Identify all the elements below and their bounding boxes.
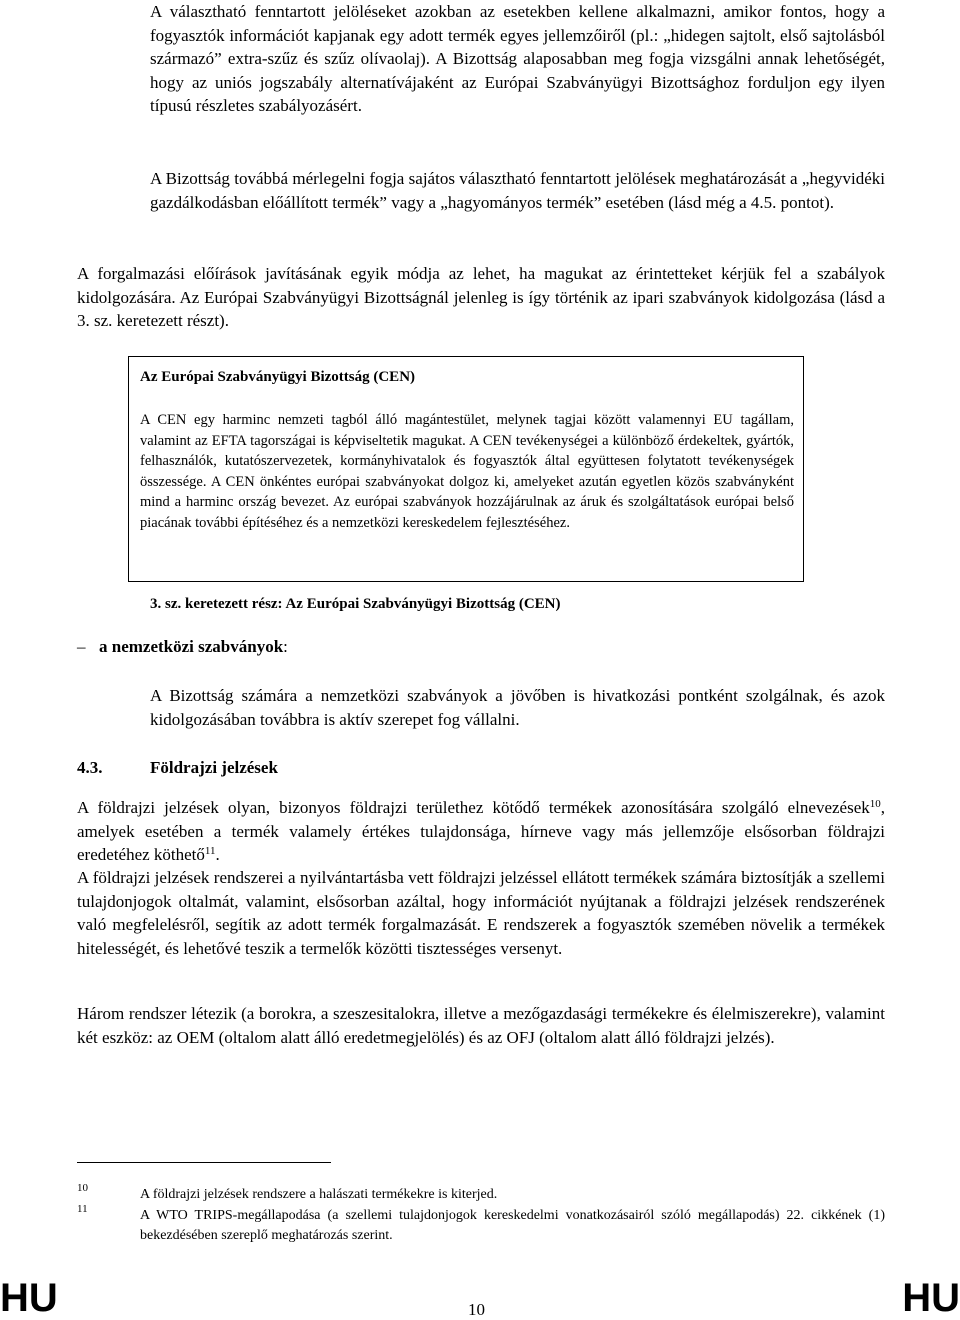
geo-paragraph-2: A földrajzi jelzések rendszerei a nyilvántartásba vett földrajzi jelzéssel ellátott termékek számára biztosítják a szellemi tulajdonjogok oltalmát, valamint, elsősorban azáltal, hogy információt nyújtanak a földrajzi jelzések rendszerének való megfelelésről, segítik az adott termék forgalmazását. E rendszerek a fogyasztók szemében növelik a termékek hitelességét, és lehetővé teszik a termelők közötti tisztességes versenyt. <box>77 868 885 958</box>
footnote-ref-10[interactable]: 10 <box>869 798 881 810</box>
list-item-label: a nemzetközi szabványok <box>99 637 284 656</box>
geo-p1-part-a: A földrajzi jelzések olyan, bizonyos földrajzi területhez kötődő termékek azonosítására szolgáló elnevezések <box>77 798 870 817</box>
cen-box-caption: 3. sz. keretezett rész: Az Európai Szabványügyi Bizottság (CEN) <box>150 596 561 612</box>
cen-box-text: A CEN egy harminc nemzeti tagból álló magántestület, melynek tagjai között valamennyi EU tagállam, valamint az EFTA tagországai is képviseltetik magukat. A CEN tevékenységei a különböző érdekeltek, gyártók, felhasználók, kutatószervezetek, kormányhivatalok és fogyasztók által együttesen folytatott tevékenységek összessége. A CEN önkéntes európai szabványokat dolgoz ki, amelyeket azután egyetlen közös szabványként mind a harminc ország bevezet. Az európai szabványok hozzájárulnak az áruk és szolgáltatások európai belső piacának további építéséhez és a nemzetközi kereskedelem fejlesztéséhez. <box>140 412 794 531</box>
footnote-text: A földrajzi jelzések rendszere a halászati termékekre is kiterjed. <box>140 1187 498 1202</box>
section-title: Földrajzi jelzések <box>150 758 278 777</box>
geo-paragraph-3: Három rendszer létezik (a borokra, a szeszesitalokra, illetve a mezőgazdasági termékekre és élelmiszerekre), valamint két eszköz: az OEM (oltalom alatt álló eredetmegjelölés) és az OFJ (oltalom alatt álló földrajzi jelzés). <box>77 1004 885 1047</box>
geo-paragraph-1 <box>77 796 885 867</box>
list-item-colon: : <box>283 637 288 656</box>
intro-paragraph-1: A választható fenntartott jelöléseket azokban az esetekben kellene alkalmazni, amikor fontos, hogy a fogyasztók információt kapjanak egy adott termék egyes jellemzőiről (pl.: „hidegen sajtolt, első sajtolásból származó” extra-szűz és szűz olívaolaj). A Bizottság alaposabban meg fogja vizsgálni annak lehetőségét, hogy az uniós jogszabály alternatívájaként az Európai Szabványügyi Bizottsághoz forduljon egy ilyen típusú részletes szabályozásért. <box>150 2 885 115</box>
language-code-right: HU <box>902 1276 960 1320</box>
footnote-number: 11 <box>77 1203 88 1215</box>
footnote-text: A WTO TRIPS-megállapodása (a szellemi tulajdonjogok kereskedelmi vonatkozásairól szóló megállapodás) 22. cikkének (1) bekezdésében szereplő meghatározás szerint. <box>140 1208 885 1243</box>
footnote-number: 10 <box>77 1182 88 1194</box>
list-item-international-standards <box>77 637 288 657</box>
section-number: 4.3. <box>77 758 103 777</box>
geo-p1-part-b: , amelyek esetében a termék valamely értékes tulajdonsága, hírneve vagy más jellemzője elsősorban földrajzi eredetéhez köthető <box>77 798 885 864</box>
cen-box-title: Az Európai Szabványügyi Bizottság (CEN) <box>140 369 416 385</box>
footnote-divider <box>77 1162 331 1163</box>
page-number: 10 <box>468 1300 485 1319</box>
dash-bullet: – <box>77 637 86 656</box>
footnote-ref-11[interactable]: 11 <box>204 845 216 857</box>
geo-p1-part-c: . <box>215 845 220 864</box>
language-code-left: HU <box>0 1276 58 1320</box>
international-standards-text: A Bizottság számára a nemzetközi szabványok a jövőben is hivatkozási pontként szolgálnak, és azok kidolgozásában továbbra is aktív szerepet fog vállalni. <box>150 686 885 729</box>
intro-paragraph-2: A Bizottság továbbá mérlegelni fogja sajátos választható fenntartott jelölések meghatározását a „hegyvidéki gazdálkodásban előállított termék” vagy a „hagyományos termék” esetében (lásd még a 4.5. pontot). <box>150 169 885 212</box>
intro-paragraph-3: A forgalmazási előírások javításának egyik módja az lehet, ha magukat az érintetteket kérjük fel a szabályok kidolgozására. Az Európai Szabványügyi Bizottságnál jelenleg is így történik az ipari szabványok kidolgozása (lásd a 3. sz. keretezett részt). <box>77 264 885 330</box>
